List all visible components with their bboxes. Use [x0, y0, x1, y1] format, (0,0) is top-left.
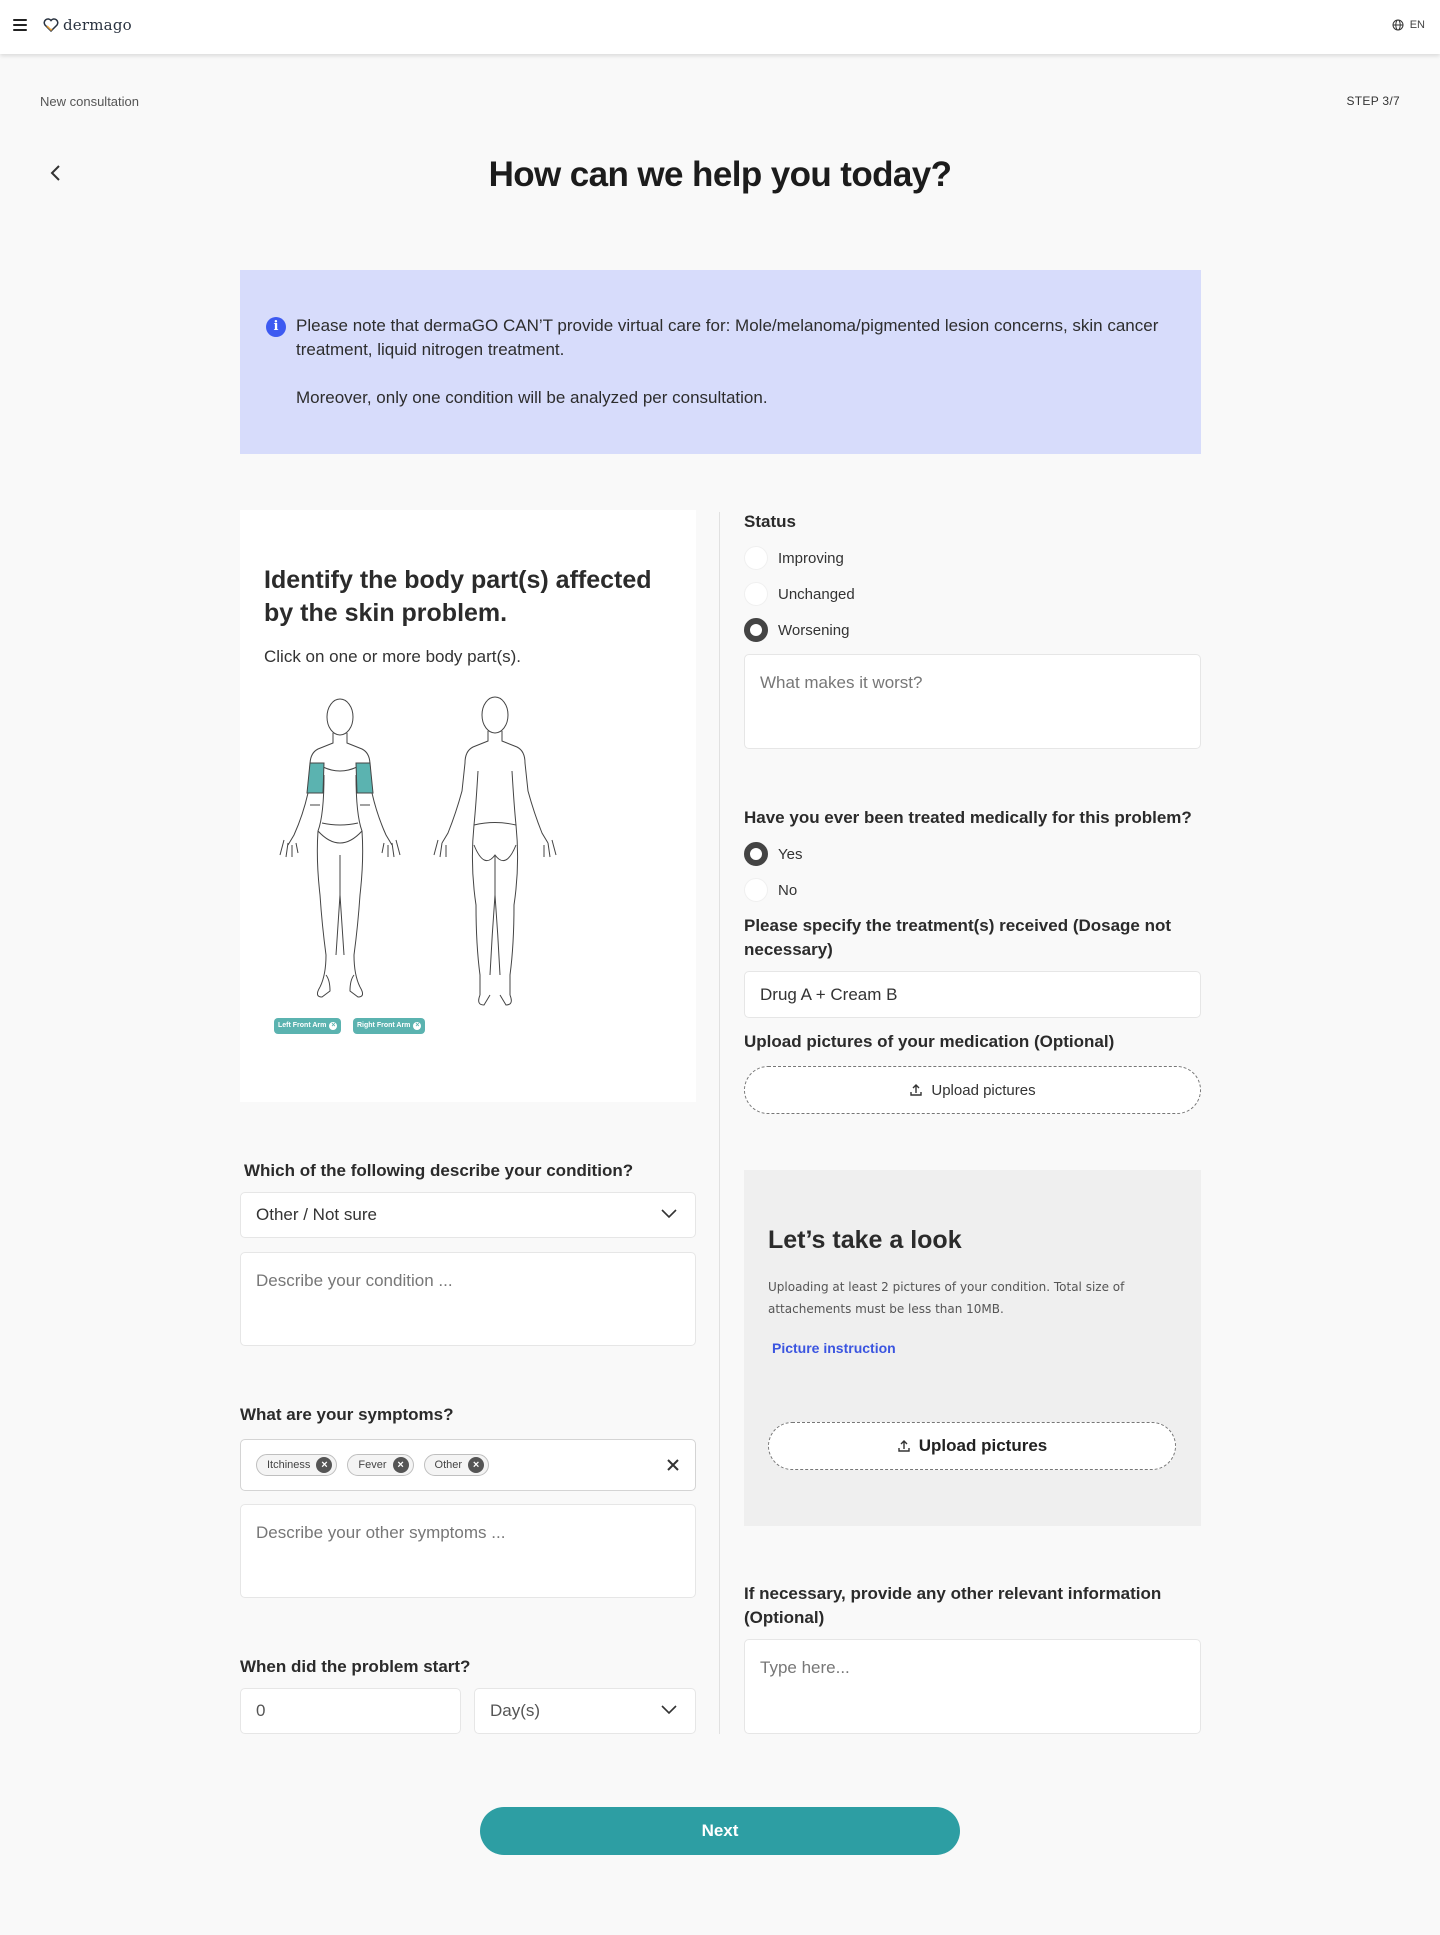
status-option-unchanged[interactable]	[744, 582, 855, 606]
chevron-down-icon	[661, 1705, 677, 1715]
condition-label: Which of the following describe your condition?	[244, 1161, 634, 1180]
upload-button-label: Upload pictures	[931, 1081, 1036, 1099]
start-amount-input[interactable]	[240, 1688, 461, 1734]
body-part-card	[240, 510, 696, 1102]
language-label: EN	[1409, 19, 1425, 31]
menu-icon[interactable]	[13, 19, 27, 33]
clear-all-icon[interactable]	[667, 1459, 679, 1471]
body-part-subtitle: Click on one or more body part(s).	[264, 647, 521, 666]
treated-option-no[interactable]	[744, 878, 797, 902]
radio-button[interactable]	[744, 878, 768, 902]
step-indicator: STEP 3/7	[1346, 94, 1400, 108]
worse-reason-field[interactable]	[744, 654, 1201, 749]
picture-instruction-link[interactable]: Picture instruction	[772, 1340, 896, 1356]
breadcrumb: New consultation	[40, 94, 139, 109]
radio-button-selected[interactable]	[744, 618, 768, 642]
left-front-arm-area[interactable]	[307, 763, 324, 793]
notice-text: Please note that dermaGO CAN’T provide virtual care for: Mole/melanoma/pigmented lesion concerns, skin cancer treatment, liquid nitrogen treatment.	[296, 316, 1159, 359]
body-part-title: Identify the body part(s) affected by the skin problem.	[264, 566, 652, 627]
treatment-label: Please specify the treatment(s) received (Dosage not necessary)	[744, 916, 1172, 959]
remove-icon[interactable]: ×	[415, 1022, 420, 1029]
notice-box	[240, 270, 1201, 454]
upload-button-label: Upload pictures	[918, 1436, 1048, 1455]
symptom-chip-label: Itchiness	[267, 1459, 311, 1471]
upload-icon	[897, 1439, 911, 1453]
picture-upload-description: Uploading at least 2 pictures of your condition. Total size of attachements must be less than 10MB.	[768, 1280, 1125, 1316]
symptom-chip-label: Other	[434, 1459, 463, 1471]
other-info-label: If necessary, provide any other relevant information (Optional)	[744, 1584, 1162, 1627]
symptom-chip[interactable]	[347, 1454, 413, 1476]
page-title: How can we help you today?	[488, 155, 952, 194]
info-icon: i	[266, 317, 286, 337]
picture-upload-button[interactable]	[768, 1422, 1176, 1470]
upload-icon	[909, 1083, 923, 1097]
top-bar	[0, 0, 1440, 54]
radio-button[interactable]	[744, 546, 768, 570]
start-label: When did the problem start?	[240, 1657, 471, 1676]
medication-upload-label: Upload pictures of your medication (Optional)	[744, 1032, 1115, 1051]
picture-upload-title: Let’s take a look	[768, 1226, 962, 1254]
chevron-down-icon	[661, 1209, 677, 1219]
condition-description-placeholder: Describe your condition ...	[256, 1271, 453, 1290]
symptom-chip[interactable]	[424, 1454, 490, 1476]
treated-label: Have you ever been treated medically for this problem?	[744, 808, 1192, 827]
treated-option-label: Yes	[778, 845, 803, 863]
condition-description-field[interactable]	[240, 1252, 696, 1346]
condition-select[interactable]	[240, 1192, 696, 1238]
remove-icon[interactable]: ×	[393, 1457, 409, 1473]
other-symptoms-field[interactable]	[240, 1504, 696, 1598]
picture-upload-card	[744, 1170, 1201, 1526]
symptom-chip-label: Fever	[358, 1459, 387, 1471]
other-info-placeholder: Type here...	[760, 1658, 850, 1677]
remove-icon[interactable]: ×	[331, 1022, 336, 1029]
selected-part-label: Left Front Arm	[278, 1022, 327, 1029]
start-unit-value: Day(s)	[490, 1701, 541, 1720]
start-amount-value: 0	[256, 1701, 266, 1720]
language-selector[interactable]	[1392, 19, 1425, 31]
globe-icon	[1392, 19, 1404, 31]
selected-part-chip[interactable]	[274, 1018, 341, 1034]
symptoms-label: What are your symptoms?	[240, 1405, 454, 1424]
worse-reason-placeholder: What makes it worst?	[760, 673, 923, 692]
next-button[interactable]: Next	[480, 1807, 960, 1855]
radio-button[interactable]	[744, 582, 768, 606]
column-divider	[719, 512, 720, 1734]
status-option-improving[interactable]	[744, 546, 844, 570]
heart-logo-icon	[43, 18, 59, 32]
remove-icon[interactable]: ×	[316, 1457, 332, 1473]
status-label: Status	[744, 512, 796, 531]
treatment-value: Drug A + Cream B	[760, 984, 898, 1004]
right-front-arm-area[interactable]	[356, 763, 373, 793]
body-map[interactable]	[270, 695, 590, 1015]
symptom-chip[interactable]	[256, 1454, 337, 1476]
status-option-label: Worsening	[778, 621, 850, 639]
radio-button-selected[interactable]	[744, 842, 768, 866]
treated-option-label: No	[778, 881, 798, 899]
other-symptoms-placeholder: Describe your other symptoms ...	[256, 1523, 506, 1542]
condition-value: Other / Not sure	[256, 1205, 377, 1224]
remove-icon[interactable]: ×	[468, 1457, 484, 1473]
logo-text: dermago	[63, 16, 132, 34]
medication-upload-button[interactable]	[744, 1066, 1201, 1114]
status-option-worsening[interactable]	[744, 618, 849, 642]
notice-text-secondary: Moreover, only one condition will be analyzed per consultation.	[296, 388, 768, 407]
other-info-field[interactable]	[744, 1639, 1201, 1734]
selected-part-chip[interactable]	[353, 1018, 425, 1034]
start-unit-select[interactable]	[474, 1688, 696, 1734]
status-option-label: Improving	[778, 549, 844, 567]
logo[interactable]	[43, 16, 132, 34]
selected-part-label: Right Front Arm	[357, 1022, 411, 1029]
symptoms-multiselect[interactable]	[240, 1439, 696, 1491]
status-option-label: Unchanged	[778, 585, 855, 603]
treatment-input[interactable]	[744, 971, 1201, 1018]
treated-option-yes[interactable]	[744, 842, 802, 866]
